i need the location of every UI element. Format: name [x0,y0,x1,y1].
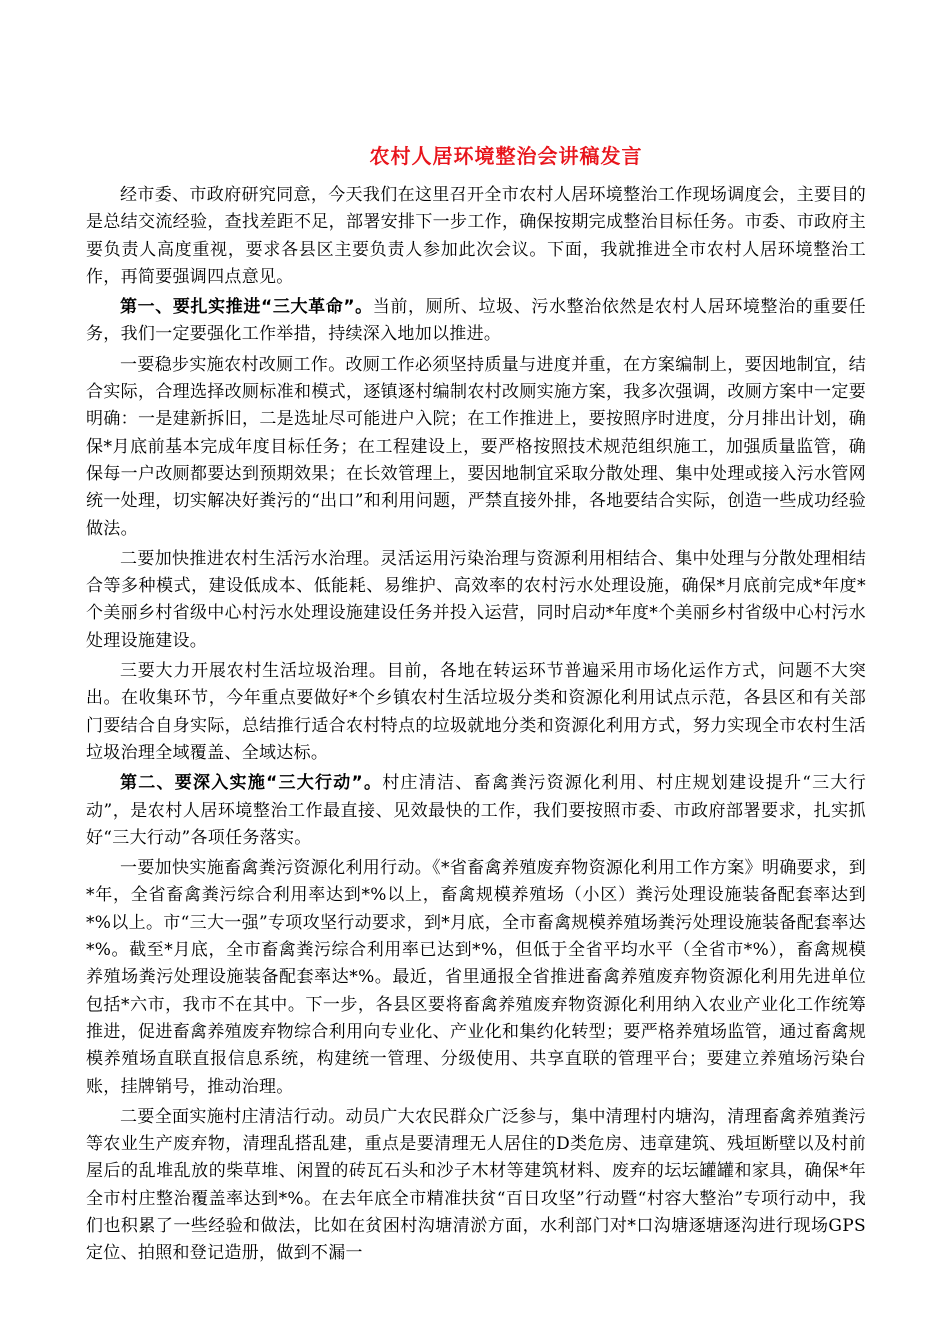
document-page [86,140,866,1271]
paragraph-text: 二要全面实施村庄清洁行动。动员广大农民群众广泛参与，集中清理村内塘沟，清理畜禽养殖粪污等农业生产废弃物，清理乱搭乱建，重点是要清理无人居住的D类危房、违章建筑、残垣断壁以及村前屋后的乱堆乱放的柴草堆、闲置的砖瓦石头和沙子木材等建筑材料、废弃的坛坛罐罐和家具，确保*年全市村庄整治覆盖率达到*%。在去年底全市精准扶贫“百日攻坚”行动暨“村容大整治”专项行动中，我们也积累了一些经验和做法，比如在贫困村沟塘清淤方面，水利部门对*口沟塘逐塘逐沟进行现场GPS定位、拍照和登记造册，做到不漏一 [86,1106,866,1264]
paragraph-text: 一要稳步实施农村改厕工作。改厕工作必须坚持质量与进度并重，在方案编制上，要因地制宜，结合实际，合理选择改厕标准和模式，逐镇逐村编制农村改厕实施方案，我多次强调，改厕方案中一定要明确：一是建新拆旧，二是选址尽可能进户入院；在工作推进上，要按照序时进度，分月排出计划，确保*月底前基本完成年度目标任务；在工程建设上，要严格按照技术规范组织施工，加强质量监管，确保每一户改厕都要达到预期效果；在长效管理上，要因地制宜采取分散处理、集中处理或接入污水管网统一处理，切实解决好粪污的“出口”和利用问题，严禁直接外排，各地要结合实际，创造一些成功经验做法。 [86,354,866,539]
paragraph-intro [86,182,866,291]
paragraph-garbage [86,658,866,767]
paragraph-section-two [86,770,866,852]
paragraph-sewage [86,546,866,655]
paragraph-text: 经市委、市政府研究同意，今天我们在这里召开全市农村人居环境整治工作现场调度会，主要目的是总结交流经验，查找差距不足，部署安排下一步工作，确保按期完成整治目标任务。市委、市政府主要负责人高度重视，要求各县区主要负责人参加此次会议。下面，我就推进全市农村人居环境整治工作，再简要强调四点意见。 [86,185,866,287]
paragraph-text: 当前，厕所、垃圾、污水整治依然是农村人居环境整治的重要任务，我们一定要强化工作举措，持续深入地加以推进。 [86,297,866,345]
paragraph-text: 三要大力开展农村生活垃圾治理。目前，各地在转运环节普遍采用市场化运作方式，问题不大突出。在收集环节，今年重点要做好*个乡镇农村生活垃圾分类和资源化利用试点示范，各县区和有关部门要结合自身实际，总结推行适合农村特点的垃圾就地分类和资源化利用方式，努力实现全市农村生活垃圾治理全域覆盖、全域达标。 [86,661,866,763]
paragraph-text: 二要加快推进农村生活污水治理。灵活运用污染治理与资源利用相结合、集中处理与分散处理相结合等多种模式，建设低成本、低能耗、易维护、高效率的农村污水处理设施，确保*月底前完成*年度*个美丽乡村省级中心村污水处理设施建设任务并投入运营，同时启动*年度*个美丽乡村省级中心村污水处理设施建设。 [86,548,866,651]
paragraph-text: 村庄清洁、畜禽粪污资源化利用、村庄规划建设提升“三大行动”，是农村人居环境整治工作最直接、见效最快的工作，我们要按照市委、市政府部署要求，扎实抓好“三大行动”各项任务落实。 [86,773,866,848]
paragraph-text: 一要加快实施畜禽粪污资源化利用行动。《*省畜禽养殖废弃物资源化利用工作方案》明确要求，到*年，全省畜禽粪污综合利用率达到*%以上，畜禽规模养殖场（小区）粪污处理设施装备配套率达到*%以上。市“三大一强”专项攻坚行动要求，到*月底，全市畜禽规模养殖场粪污处理设施装备配套率达*%。截至*月底，全市畜禽粪污综合利用率已达到*%，但低于全省平均水平（全省市*%），畜禽规模养殖场粪污处理设施装备配套率达*%。最近，省里通报全省推进畜禽养殖废弃物资源化利用先进单位包括*六市，我市不在其中。下一步，各县区要将畜禽养殖废弃物资源化利用纳入农业产业化工作统筹推进，促进畜禽养殖废弃物综合利用向专业化、产业化和集约化转型；要严格养殖场监管，通过畜禽规模养殖场直联直报信息系统，构建统一管理、分级使用、共享直联的管理平台；要建立养殖场污染台账，挂牌销号，推动治理。 [86,858,866,1097]
paragraph-village-cleaning [86,1104,866,1268]
paragraph-section-one [86,294,866,349]
document-title: 农村人居环境整治会讲稿发言 [369,144,643,168]
paragraph-lead: 第一、要扎实推进“三大革命”。 [120,297,373,318]
paragraph-toilet-reform [86,352,866,543]
paragraph-livestock [86,855,866,1101]
paragraph-lead: 第二、要深入实施“三大行动”。 [120,773,383,794]
